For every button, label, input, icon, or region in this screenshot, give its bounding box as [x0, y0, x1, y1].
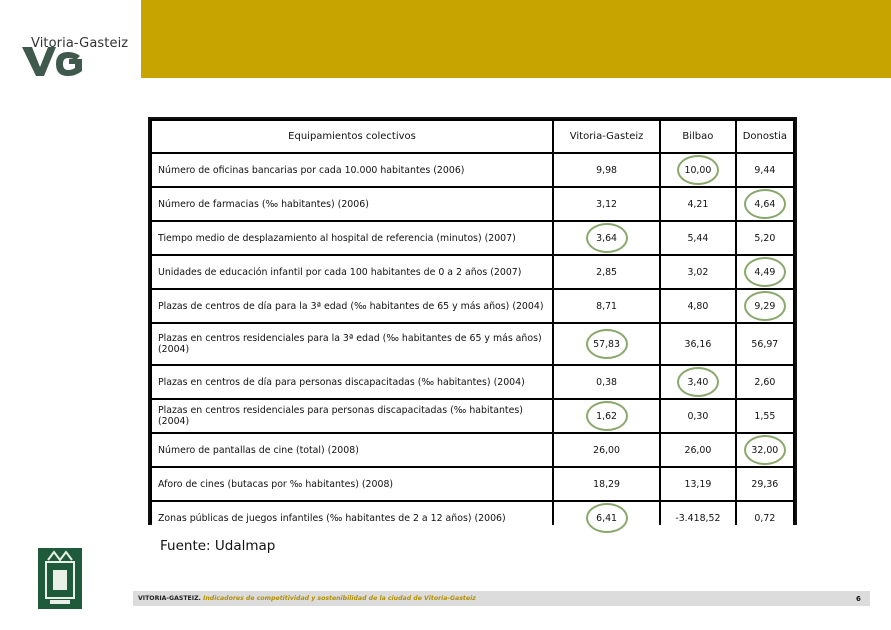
header-donostia: Donostia [737, 121, 793, 152]
footer-prefix: VITORIA-GASTEIZ. [138, 595, 201, 602]
row-value [661, 400, 735, 432]
cell-value: 3,12 [596, 198, 617, 210]
row-value [661, 366, 735, 398]
cell-value: 10,00 [684, 164, 712, 176]
table-row [152, 400, 793, 432]
source-note: Fuente: Udalmap [160, 538, 276, 554]
table-header-row [152, 121, 793, 152]
cell-value: 3,64 [596, 232, 617, 244]
cell-value: -3.418,52 [675, 512, 721, 524]
row-value [737, 434, 793, 466]
row-value [661, 434, 735, 466]
cell-value: 8,71 [596, 300, 617, 312]
header-equipamientos: Equipamientos colectivos [152, 121, 552, 152]
row-value [554, 400, 659, 432]
table-row [152, 324, 793, 364]
table-row [152, 366, 793, 398]
footer-text [138, 595, 476, 602]
cell-value: 9,29 [754, 300, 776, 312]
cell-value: 1,62 [596, 410, 617, 422]
row-value [661, 154, 735, 186]
table-row [152, 434, 793, 466]
table-row [152, 222, 793, 254]
table-row [152, 468, 793, 500]
cell-value: 0,72 [754, 512, 776, 524]
cell-value: 0,30 [687, 410, 709, 422]
row-value [737, 188, 793, 220]
row-value [554, 468, 659, 500]
row-value [737, 366, 793, 398]
header-bilbao: Bilbao [661, 121, 735, 152]
header-bar [141, 0, 891, 78]
row-label: Aforo de cines (butacas por ‰ habitantes) (2008) [152, 468, 552, 500]
cell-value: 9,98 [596, 164, 617, 176]
cell-value: 56,97 [751, 338, 779, 350]
row-value [737, 154, 793, 186]
row-label: Número de farmacias (‰ habitantes) (2006) [152, 188, 552, 220]
page-number: 6 [856, 595, 861, 603]
row-value [554, 188, 659, 220]
row-value [661, 222, 735, 254]
row-value [554, 222, 659, 254]
cell-value: 4,49 [754, 266, 776, 278]
row-value [661, 324, 735, 364]
row-value [554, 290, 659, 322]
table-row [152, 290, 793, 322]
row-value [661, 188, 735, 220]
cell-value: 29,36 [751, 478, 779, 490]
row-value [554, 324, 659, 364]
row-value [737, 256, 793, 288]
row-value [661, 256, 735, 288]
cell-value: 18,29 [593, 478, 620, 490]
row-label: Número de oficinas bancarias por cada 10.000 habitantes (2006) [152, 154, 552, 186]
equipment-table [148, 117, 797, 525]
row-label: Unidades de educación infantil por cada 100 habitantes de 0 a 2 años (2007) [152, 256, 552, 288]
cell-value: 9,44 [754, 164, 776, 176]
cell-value: 36,16 [684, 338, 712, 350]
cell-value: 13,19 [684, 478, 712, 490]
cell-value: 2,60 [754, 376, 776, 388]
cell-value: 26,00 [593, 444, 620, 456]
coat-of-arms-icon [38, 548, 82, 609]
cell-value: 4,64 [754, 198, 776, 210]
cell-value: 6,41 [596, 512, 617, 524]
header-vitoria: Vitoria-Gasteiz [554, 121, 659, 152]
row-value [737, 222, 793, 254]
row-label: Número de pantallas de cine (total) (2008) [152, 434, 552, 466]
row-value [661, 502, 735, 534]
table-row [152, 502, 793, 534]
cell-value: 3,02 [687, 266, 709, 278]
row-value [737, 290, 793, 322]
cell-value: 32,00 [751, 444, 779, 456]
cell-value: 4,21 [687, 198, 709, 210]
cell-value: 5,44 [687, 232, 709, 244]
footer-title: Indicadores de competitividad y sostenibilidad de la ciudad de Vitoria-Gasteiz [203, 595, 476, 602]
row-label: Plazas en centros de día para personas discapacitadas (‰ habitantes) (2004) [152, 366, 552, 398]
row-value [554, 366, 659, 398]
cell-value: 3,40 [687, 376, 709, 388]
row-label: Plazas de centros de día para la 3ª edad (‰ habitantes de 65 y más años) (2004) [152, 290, 552, 322]
cell-value: 0,38 [596, 376, 617, 388]
table-row [152, 154, 793, 186]
row-label: Zonas públicas de juegos infantiles (‰ habitantes de 2 a 12 años) (2006) [152, 502, 552, 534]
cell-value: 2,85 [596, 266, 617, 278]
cell-value: 5,20 [754, 232, 776, 244]
row-value [661, 290, 735, 322]
row-value [554, 154, 659, 186]
row-value [554, 502, 659, 534]
row-value [737, 502, 793, 534]
row-label: Tiempo medio de desplazamiento al hospital de referencia (minutos) (2007) [152, 222, 552, 254]
logo-text: Vitoria-Gasteiz [31, 36, 129, 51]
row-label: Plazas en centros residenciales para la 3ª edad (‰ habitantes de 65 y más años) (2004) [152, 324, 552, 364]
row-label: Plazas en centros residenciales para personas discapacitadas (‰ habitantes) (2004) [152, 400, 552, 432]
table-row [152, 188, 793, 220]
cell-value: 26,00 [684, 444, 712, 456]
row-value [661, 468, 735, 500]
table-row [152, 256, 793, 288]
row-value [737, 468, 793, 500]
cell-value: 57,83 [593, 338, 620, 350]
cell-value: 4,80 [687, 300, 709, 312]
row-value [554, 256, 659, 288]
row-value [554, 434, 659, 466]
row-value [737, 324, 793, 364]
row-value [737, 400, 793, 432]
cell-value: 1,55 [754, 410, 776, 422]
